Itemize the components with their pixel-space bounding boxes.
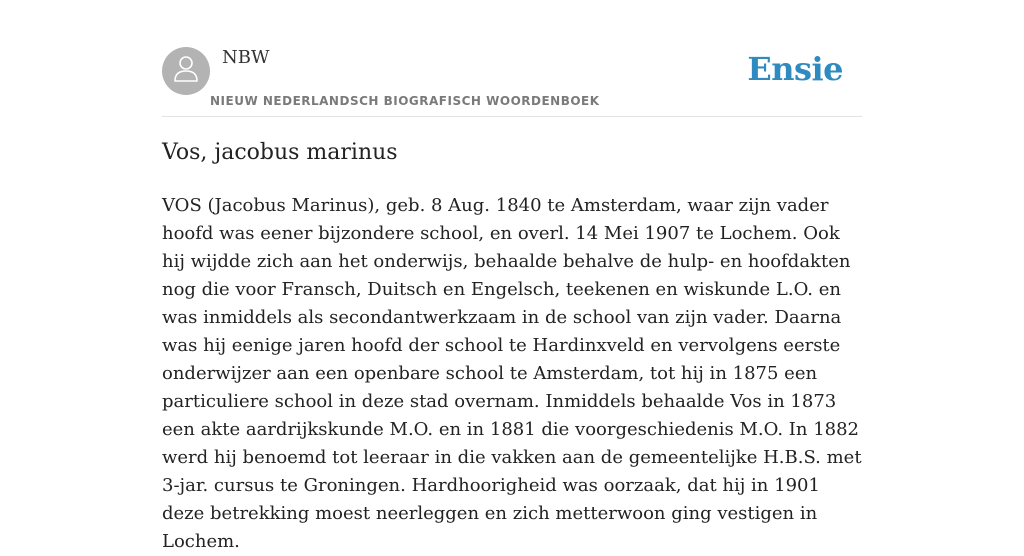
source-name[interactable]: NBW xyxy=(222,47,270,68)
source-header xyxy=(162,46,862,117)
article-body: VOS (Jacobus Marinus), geb. 8 Aug. 1840 te Amsterdam, waar zijn vader hoofd was eener bijzondere school, en overl. 14 Mei 1907 te Lochem. Ook hij wijdde zich aan het onderwijs, behaalde behalve de hulp- en hoofdakten nog die voor Fransch, Duitsch en Engelsch, teekenen en wiskunde L.O. en was inmiddels als secondantwerkzaam in de school van zijn vader. Daarna was hij eenige jaren hoofd der school te Hardinxveld en vervolgens eerste onderwijzer aan een openbare school te Amsterdam, tot hij in 1875 een particuliere school in deze stad overnam. Inmiddels behaalde Vos in 1873 een akte aardrijkskunde M.O. en in 1881 die voorgeschiedenis M.O. In 1882 werd hij benoemd tot leeraar in die vakken aan de gemeentelijke H.B.S. met 3-jar. cursus te Groningen. Hardhoorigheid was oorzaak, dat hij in 1901 deze betrekking moest neerleggen en zich metterwoon ging vestigen in Lochem. xyxy=(162,195,862,552)
user-icon xyxy=(172,54,200,88)
ensie-logo[interactable]: Ensie xyxy=(747,50,843,88)
article-title: Vos, jacobus marinus xyxy=(162,140,398,165)
avatar[interactable] xyxy=(162,47,210,95)
source-full-name: NIEUW NEDERLANDSCH BIOGRAFISCH WOORDENBOEK xyxy=(210,94,600,108)
